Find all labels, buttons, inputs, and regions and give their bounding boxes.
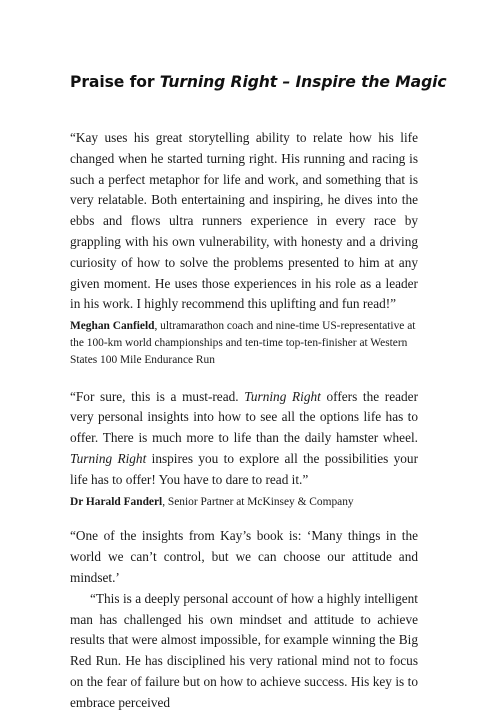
testimonial-1-attribution [70,318,418,368]
heading-book-title: Turning Right – Inspire the Magic [159,73,447,91]
page-heading [70,73,447,91]
testimonial-1-title: , ultramarathon coach and nine-time US-representative at the 100-km world championships and ten-time top-ten-finisher at Western States 100 Mile Endurance Run [70,320,416,366]
book-title-italic: Turning Right [70,450,147,466]
testimonial-2 [70,387,418,511]
testimonial-2-attribution [70,494,418,511]
heading-prefix: Praise for [70,73,160,91]
quote-text: inspires you to explore all the possibilities your life has to offer! You have to dare to read it.” [70,450,418,487]
testimonial-1-quote: “Kay uses his great storytelling ability to relate how his life changed when he started turning right. His running and racing is such a perfect metaphor for life and work, and something that is very relatable. Both entertaining and inspiring, he dives into the ebbs and flows ultra runners experience in every race by grappling with his own vulnerability, with honesty and a driving curiosity of how to solve the problems presented to him at any given moment. He uses those experiences in his role as a leader in his work. I highly recommend this uplifting and fun read!” [70,130,418,312]
testimonial-2-quote [70,387,418,491]
spacer [70,510,418,526]
spacer [70,369,418,387]
quote-text: offers the reader very personal insights into how to see all the options life has to offer. There is much more to life than the daily hamster wheel. [70,388,418,446]
testimonial-3-para-2: “This is a deeply personal account of how a highly intelligent man has challenged his own mindset and attitude to achieve results that were almost impossible, for example winning the Big Red Run. He has disciplined his very rational mind not to focus on the fear of failure but on how to achieve success. His key is to embrace perceived [70,590,418,710]
quote-text: “For sure, this is a must-read. [70,388,245,404]
testimonial-2-name: Dr Harald Fanderl [70,495,163,508]
testimonial-3-para-1: “One of the insights from Kay’s book is: ‘Many things in the world we can’t control, but we can choose our attitude and mindset.’ [70,528,418,585]
testimonial-1-name: Meghan Canfield [70,320,155,333]
testimonial-1 [70,128,418,369]
book-title-italic: Turning Right [244,388,321,404]
testimonial-2-title: , Senior Partner at McKinsey & Company [162,495,354,508]
testimonials [70,128,418,714]
testimonial-3 [70,526,418,713]
